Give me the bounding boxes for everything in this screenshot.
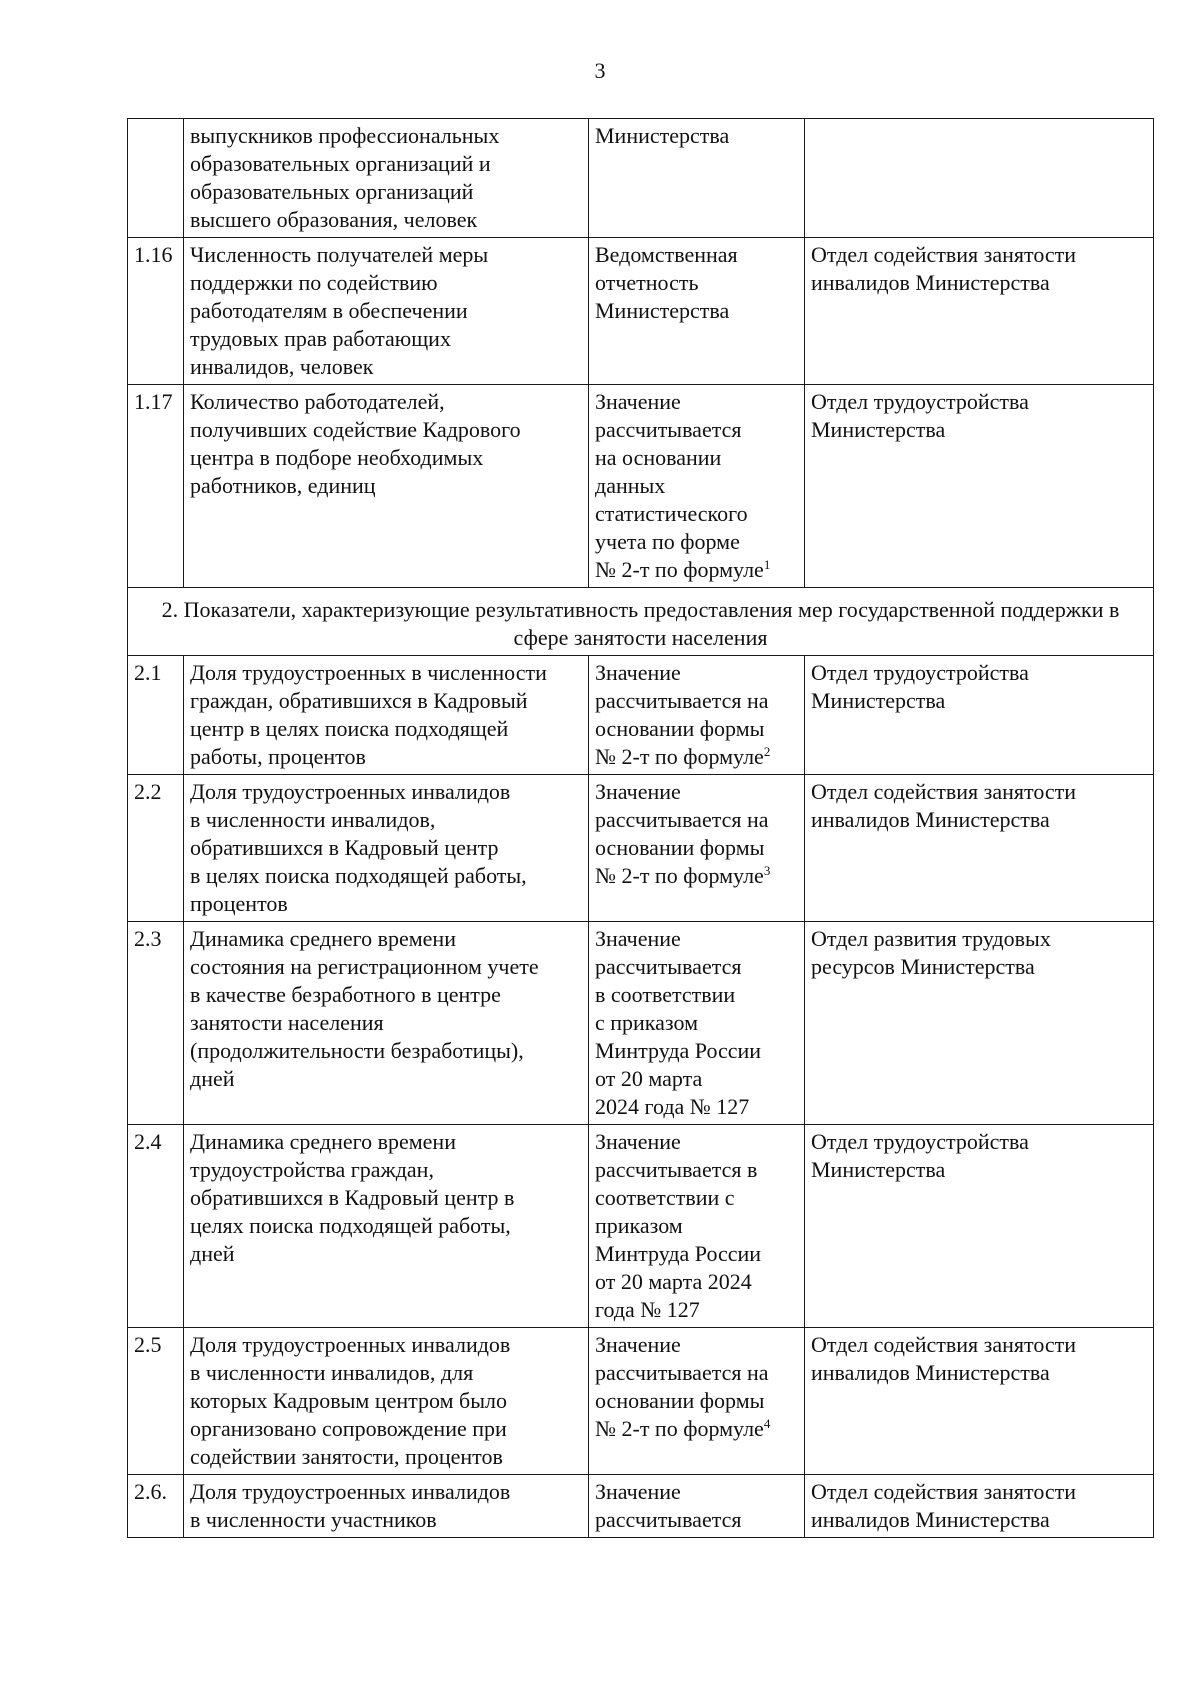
row-number: 1.17 — [128, 385, 184, 588]
responsible-department: Отдел содействия занятости инвалидов Министерства — [805, 775, 1154, 922]
footnote-ref: 3 — [763, 863, 771, 878]
indicator-name: Количество работодателей, получивших содействие Кадрового центра в подборе необходимых работников, единиц — [184, 385, 589, 588]
responsible-department: Отдел трудоустройства Министерства — [805, 1125, 1154, 1328]
data-source: Значение рассчитывается — [595, 1479, 742, 1532]
table-row — [128, 1475, 1154, 1538]
row-number: 2.3 — [128, 922, 184, 1125]
table-row — [128, 119, 1154, 238]
footnote-ref: 1 — [763, 557, 771, 572]
data-source: Значение рассчитывается в соответствии с приказом Минтруда России от 20 марта 2024 года № 127 — [595, 1129, 762, 1322]
responsible-department: Отдел содействия занятости инвалидов Министерства — [805, 238, 1154, 385]
indicator-name: Динамика среднего времени трудоустройства граждан, обратившихся в Кадровый центр в целях поиска подходящей работы, дней — [184, 1125, 589, 1328]
table-row — [128, 1125, 1154, 1328]
row-number — [128, 119, 184, 238]
responsible-department: Отдел содействия занятости инвалидов Министерства — [805, 1475, 1154, 1538]
indicator-name: Доля трудоустроенных инвалидов в численности инвалидов, обратившихся в Кадровый центр в целях поиска подходящей работы, процентов — [184, 775, 589, 922]
data-source-cell — [589, 1125, 805, 1328]
indicator-name: Доля трудоустроенных в численности граждан, обратившихся в Кадровый центр в целях поиска подходящей работы, процентов — [184, 656, 589, 775]
indicator-name: Численность получателей меры поддержки по содействию работодателям в обеспечении трудовых прав работающих инвалидов, человек — [184, 238, 589, 385]
row-number: 2.5 — [128, 1328, 184, 1475]
indicator-name: Динамика среднего времени состояния на регистрационном учете в качестве безработного в центре занятости населения (продолжительности безработицы), дней — [184, 922, 589, 1125]
indicator-name: Доля трудоустроенных инвалидов в численности инвалидов, для которых Кадровым центром было организовано сопровождение при содействии занятости, процентов — [184, 1328, 589, 1475]
data-source: Министерства — [589, 119, 805, 238]
table-row — [128, 1328, 1154, 1475]
row-number: 2.6. — [128, 1475, 184, 1538]
page-number: 3 — [594, 58, 606, 83]
indicator-name: выпускников профессиональных образовательных организаций и образовательных организаций высшего образования, человек — [184, 119, 589, 238]
row-number: 2.4 — [128, 1125, 184, 1328]
table-row — [128, 656, 1154, 775]
responsible-department: Отдел трудоустройства Министерства — [805, 656, 1154, 775]
section-header-row — [128, 588, 1154, 656]
row-number: 1.16 — [128, 238, 184, 385]
data-source-cell — [589, 1328, 805, 1475]
section-title: 2. Показатели, характеризующие результативность предоставления мер государственной поддержки в сфере занятости населения — [128, 588, 1154, 656]
indicator-name: Доля трудоустроенных инвалидов в численности участников — [184, 1475, 589, 1538]
responsible-department: Отдел содействия занятости инвалидов Министерства — [805, 1328, 1154, 1475]
responsible-department: Отдел трудоустройства Министерства — [805, 385, 1154, 588]
data-source: Значение рассчитывается на основании формы № 2-т по формуле — [595, 660, 769, 769]
data-source: Значение рассчитывается на основании формы № 2-т по формуле — [595, 1332, 769, 1441]
data-source-cell — [589, 656, 805, 775]
table-row — [128, 385, 1154, 588]
table-row — [128, 922, 1154, 1125]
row-number: 2.2 — [128, 775, 184, 922]
footnote-ref: 2 — [763, 744, 771, 759]
data-source: Ведомственная отчетность Министерства — [595, 242, 738, 323]
row-number: 2.1 — [128, 656, 184, 775]
indicators-table — [127, 118, 1154, 1538]
responsible-department: Отдел развития трудовых ресурсов Министерства — [805, 922, 1154, 1125]
indicators-table-body — [128, 119, 1154, 1538]
data-source-cell — [589, 385, 805, 588]
footnote-ref: 4 — [763, 1416, 771, 1431]
data-source-cell — [589, 775, 805, 922]
data-source-cell — [589, 238, 805, 385]
responsible-department — [805, 119, 1154, 238]
data-source: Значение рассчитывается в соответствии с приказом Минтруда России от 20 марта 2024 года № 127 — [595, 926, 762, 1119]
data-source: Значение рассчитывается на основании формы № 2-т по формуле — [595, 779, 769, 888]
table-row — [128, 238, 1154, 385]
table-row — [128, 775, 1154, 922]
data-source: Значение рассчитывается на основании данных статистического учета по форме № 2-т по формуле — [595, 389, 764, 582]
data-source-cell — [589, 1475, 805, 1538]
data-source-cell — [589, 922, 805, 1125]
